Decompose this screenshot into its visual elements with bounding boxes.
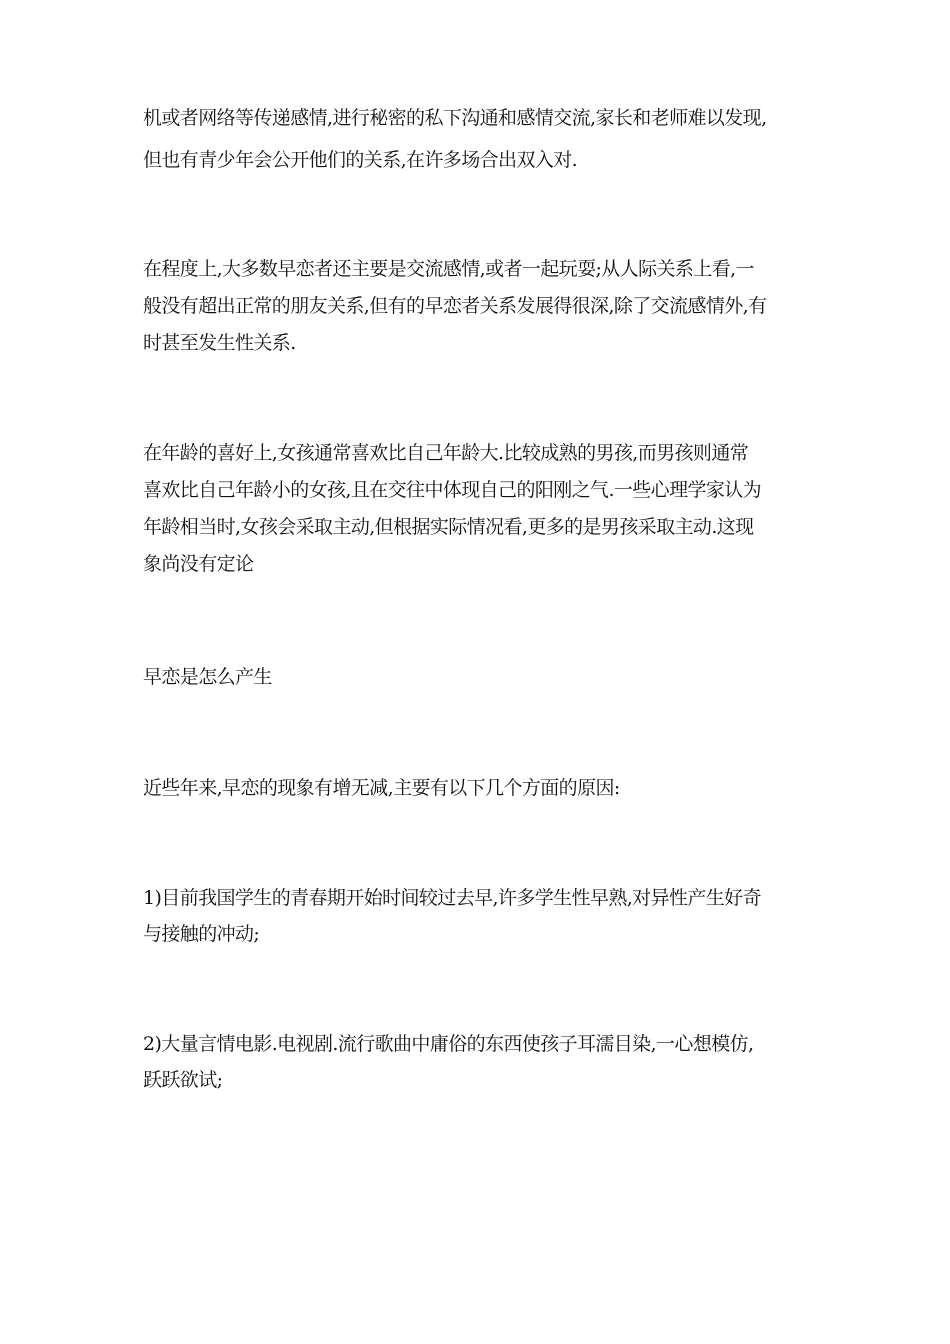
list-item-1-line-2: 与接触的冲动; (143, 923, 260, 945)
paragraph-3-line-3: 年龄相当时,女孩会采取主动,但根据实际情况看,更多的是男孩采取主动.这现 (143, 516, 754, 538)
paragraph-1-line-2: 但也有青少年会公开他们的关系,在许多场合出双入对. (143, 149, 578, 171)
paragraph-3-line-1: 在年龄的喜好上,女孩通常喜欢比自己年龄大.比较成熟的男孩,而男孩则通常 (143, 442, 749, 464)
list-item-2-line-2: 跃跃欲试; (143, 1069, 223, 1091)
paragraph-3-line-2: 喜欢比自己年龄小的女孩,且在交往中体现自己的阳刚之气.一些心理学家认为 (143, 479, 762, 501)
paragraph-4-line-1: 近些年来,早恋的现象有增无减,主要有以下几个方面的原因: (143, 777, 620, 799)
list-item-1-line-1: 1)目前我国学生的青春期开始时间较过去早,许多学生性早熟,对异性产生好奇 (143, 887, 761, 909)
section-heading: 早恋是怎么产生 (143, 666, 272, 688)
list-item-2-line-1: 2)大量言情电影.电视剧.流行歌曲中庸俗的东西使孩子耳濡目染,一心想模仿, (143, 1033, 754, 1055)
paragraph-3-line-4: 象尚没有定论 (143, 553, 254, 575)
paragraph-1-line-1: 机或者网络等传递感情,进行秘密的私下沟通和感情交流,家长和老师难以发现, (143, 107, 767, 129)
paragraph-2-line-1: 在程度上,大多数早恋者还主要是交流感情,或者一起玩耍;从人际关系上看,一 (143, 258, 754, 280)
paragraph-2-line-3: 时甚至发生性关系. (143, 332, 296, 354)
paragraph-2-line-2: 般没有超出正常的朋友关系,但有的早恋者关系发展得很深,除了交流感情外,有 (143, 295, 767, 317)
